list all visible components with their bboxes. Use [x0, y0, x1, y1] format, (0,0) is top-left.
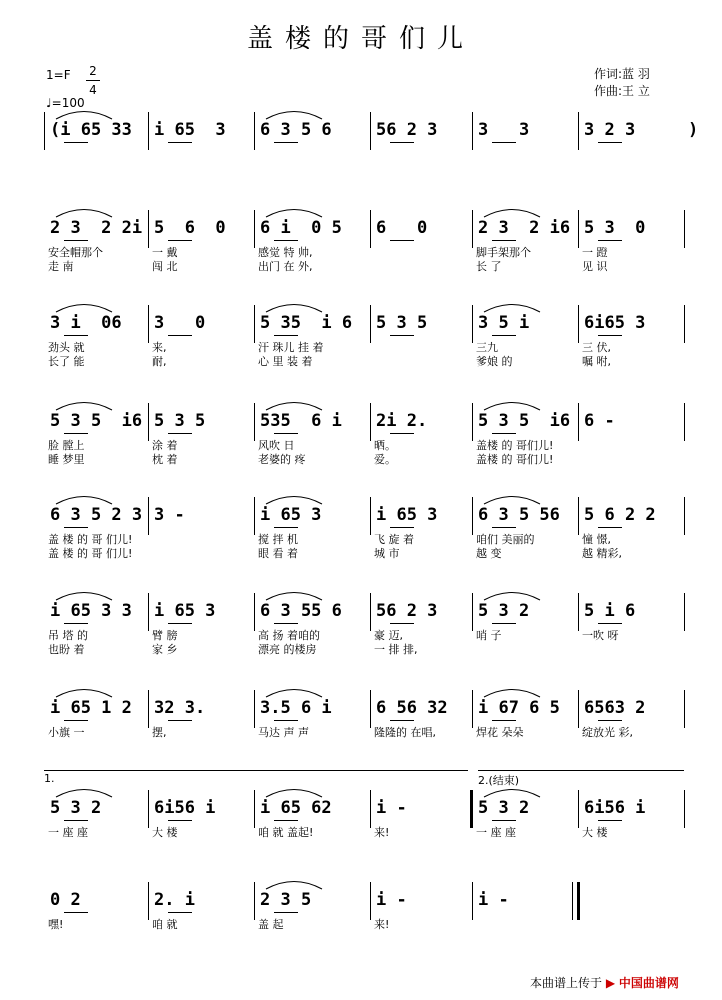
volta-1-label: 1. [44, 772, 55, 785]
slur-icon [54, 786, 114, 798]
measure-notes: 6 0 [376, 218, 428, 238]
measure-notes: 3.5 6 i [260, 698, 332, 718]
measure-notes: 5 i 6 [584, 601, 636, 621]
lyric-verse-1: 咱们 美丽的 [476, 533, 535, 546]
barline [254, 593, 255, 631]
measure-notes: i - [376, 798, 407, 818]
barline [148, 690, 149, 728]
barline [254, 305, 255, 343]
tempo-value: =100 [51, 96, 85, 110]
beam-line [64, 912, 88, 913]
beam-line [598, 623, 622, 624]
composer: 作曲:王 立 [594, 84, 650, 98]
beam-line [168, 335, 192, 336]
key-signature [46, 64, 97, 97]
barline [472, 210, 473, 248]
barline [578, 593, 579, 631]
slur-icon [54, 399, 114, 411]
barline [578, 305, 579, 343]
beam-line [598, 820, 622, 821]
beam-line [598, 527, 622, 528]
slur-icon [482, 493, 542, 505]
beam-line [168, 912, 192, 913]
measure-notes: 3 - [154, 505, 185, 525]
beam-line [274, 142, 298, 143]
time-bottom: 4 [86, 80, 100, 99]
measure-notes: 2i 2. [376, 411, 428, 431]
lyric-verse-2: 耐, [152, 355, 167, 368]
beam-line [492, 820, 516, 821]
measure-notes: i 65 62 [260, 798, 332, 818]
lyric-verse-1: 来, [152, 341, 167, 354]
barline [254, 882, 255, 920]
measure-notes: 6i56 i [154, 798, 216, 818]
measure-notes: 535 6 i [260, 411, 342, 431]
lyric-verse-2: 睡 梦里 [48, 453, 85, 466]
lyric-verse-1: 咱 就 [152, 918, 178, 931]
lyric-verse-1: 脸 膛上 [48, 439, 85, 452]
lyric-verse-1: 臂 膀 [152, 629, 178, 642]
slur-icon [482, 206, 542, 218]
lyric-verse-1: 三 伏, [582, 341, 611, 354]
barline [254, 690, 255, 728]
beam-line [492, 240, 516, 241]
barline [472, 305, 473, 343]
barline [254, 403, 255, 441]
measure-notes: i - [376, 890, 407, 910]
measure-notes: 5 3 5 i6 [50, 411, 143, 431]
slur-icon [264, 686, 324, 698]
beam-line [492, 335, 516, 336]
lyric-verse-2: 爱。 [374, 453, 396, 466]
lyric-verse-2: 爹娘 的 [476, 355, 513, 368]
lyric-verse-2: 漂亮 的楼房 [258, 643, 317, 656]
beam-line [64, 335, 88, 336]
slur-icon [264, 589, 324, 601]
beam-line [168, 142, 192, 143]
beam-line [168, 433, 192, 434]
repeat-barline [470, 790, 473, 828]
lyric-verse-1: 豪 迈, [374, 629, 403, 642]
beam-line [492, 623, 516, 624]
slur-icon [482, 399, 542, 411]
barline [684, 403, 685, 441]
lyric-verse-1: 哨 子 [476, 629, 502, 642]
measure-notes: (i 65 33 [50, 120, 132, 140]
beam-line [274, 433, 298, 434]
lyric-verse-1: 一 戴 [152, 246, 178, 259]
measure-notes: 5 3 5 [154, 411, 206, 431]
lyric-verse-2: 长了 能 [48, 355, 85, 368]
barline [370, 403, 371, 441]
measure-notes: 6 3 5 2 3 [50, 505, 143, 525]
beam-line [274, 912, 298, 913]
barline [254, 112, 255, 150]
measure-notes: 3 5 i [478, 313, 530, 333]
measure-notes: i 65 3 [376, 505, 438, 525]
barline [148, 210, 149, 248]
beam-line [168, 623, 192, 624]
barline [370, 210, 371, 248]
measure-notes: 5 3 2 [478, 601, 530, 621]
lyric-verse-2: 眼 看 着 [258, 547, 298, 560]
beam-line [168, 240, 192, 241]
song-title: 盖楼的哥们儿 [246, 24, 475, 54]
measure-notes: 56 2 3 [376, 601, 438, 621]
volta-2-bracket [478, 770, 684, 771]
footer-text: 本曲谱上传于 [530, 976, 603, 990]
measure-notes: i 65 3 [154, 120, 226, 140]
slur-icon [264, 108, 324, 120]
lyric-verse-2: 一 排 排, [374, 643, 418, 656]
lyric-verse-2: 长 了 [476, 260, 502, 273]
measure-notes: 5 6 2 2 [584, 505, 656, 525]
slur-icon [264, 206, 324, 218]
barline [370, 690, 371, 728]
measure-notes: 5 35 i 6 [260, 313, 353, 333]
barline [684, 790, 685, 828]
lyric-verse-2: 见 识 [582, 260, 608, 273]
lyric-verse-1: 大 楼 [152, 826, 178, 839]
barline [370, 305, 371, 343]
measure-notes: 3 2 3 [584, 120, 636, 140]
measure-notes: 0 2 [50, 890, 81, 910]
barline [578, 403, 579, 441]
measure-notes: 6563 2 [584, 698, 646, 718]
lyric-verse-1: 大 楼 [582, 826, 608, 839]
measure-notes: 6 - [584, 411, 615, 431]
time-top: 2 [89, 64, 97, 78]
lyric-verse-1: 摆, [152, 726, 167, 739]
barline [472, 690, 473, 728]
beam-line [64, 433, 88, 434]
measure-notes: 6 3 55 6 [260, 601, 342, 621]
barline [370, 790, 371, 828]
barline [370, 593, 371, 631]
barline [254, 210, 255, 248]
lyricist: 作词:蓝 羽 [594, 67, 650, 81]
measure-notes: i 67 6 5 [478, 698, 560, 718]
measure-notes: 3 3 [478, 120, 530, 140]
slur-icon [482, 301, 542, 313]
barline [370, 882, 371, 920]
slur-icon [264, 878, 324, 890]
barline [684, 593, 685, 631]
barline [472, 112, 473, 150]
barline [370, 112, 371, 150]
beam-line [492, 142, 516, 143]
beam-line [598, 720, 622, 721]
measure-notes: 6 3 5 6 [260, 120, 332, 140]
beam-line [64, 527, 88, 528]
lyric-verse-2: 枕 着 [152, 453, 178, 466]
measure-notes: 6i65 3 [584, 313, 646, 333]
lyric-verse-1: 感觉 特 帅, [258, 246, 313, 259]
slur-icon [54, 686, 114, 698]
beam-line [390, 623, 414, 624]
barline [472, 882, 473, 920]
barline [148, 305, 149, 343]
credits [594, 66, 650, 100]
lyric-verse-2: 也盼 着 [48, 643, 85, 656]
beam-line [598, 240, 622, 241]
lyric-verse-1: 憧 憬, [582, 533, 611, 546]
beam-line [64, 142, 88, 143]
measure-notes: 2. i [154, 890, 195, 910]
lyric-verse-1: 一 座 座 [48, 826, 88, 839]
beam-line [598, 335, 622, 336]
beam-line [64, 240, 88, 241]
footer-brand: 中国曲谱网 [618, 976, 679, 990]
slur-icon [264, 301, 324, 313]
lyric-verse-1: 焊花 朵朵 [476, 726, 524, 739]
beam-line [274, 623, 298, 624]
lyric-verse-1: 咱 就 盖起! [258, 826, 314, 839]
measure-notes: 2 3 5 [260, 890, 312, 910]
site-logo-icon: ▶ [605, 976, 616, 990]
slur-icon [264, 493, 324, 505]
measure-notes: ) [688, 120, 699, 140]
measure-notes: 5 6 0 [154, 218, 226, 238]
barline [148, 112, 149, 150]
barline [572, 882, 573, 920]
measure-notes: i 65 3 [154, 601, 216, 621]
barline [578, 790, 579, 828]
measure-notes: 5 3 5 [376, 313, 428, 333]
beam-line [274, 335, 298, 336]
beam-line [598, 142, 622, 143]
barline [684, 497, 685, 535]
lyric-verse-1: 马达 声 声 [258, 726, 309, 739]
beam-line [390, 433, 414, 434]
slur-icon [54, 108, 114, 120]
slur-icon [482, 589, 542, 601]
slur-icon [54, 301, 114, 313]
measure-notes: 56 2 3 [376, 120, 438, 140]
beam-line [492, 433, 516, 434]
slur-icon [54, 206, 114, 218]
measure-notes: 5 3 0 [584, 218, 646, 238]
measure-notes: i - [478, 890, 509, 910]
measure-notes: i 65 1 2 [50, 698, 132, 718]
barline [148, 593, 149, 631]
slur-icon [482, 686, 542, 698]
slur-icon [54, 493, 114, 505]
barline [370, 497, 371, 535]
lyric-verse-1: 来! [374, 826, 390, 839]
slur-icon [264, 399, 324, 411]
beam-line [492, 527, 516, 528]
lyric-verse-1: 涂 着 [152, 439, 178, 452]
lyric-verse-1: 来! [374, 918, 390, 931]
lyric-verse-2: 越 变 [476, 547, 502, 560]
final-barline [577, 882, 580, 920]
lyric-verse-2: 走 南 [48, 260, 74, 273]
lyric-verse-1: 一 蹬 [582, 246, 608, 259]
measure-notes: i 65 3 [260, 505, 322, 525]
barline [148, 497, 149, 535]
beam-line [492, 720, 516, 721]
lyric-verse-1: 劲头 就 [48, 341, 85, 354]
lyric-verse-1: 三九 [476, 341, 498, 354]
measure-notes: 6 3 5 56 [478, 505, 560, 525]
barline [148, 790, 149, 828]
beam-line [274, 820, 298, 821]
lyric-verse-2: 老婆的 疼 [258, 453, 306, 466]
barline [578, 497, 579, 535]
barline [148, 882, 149, 920]
lyric-verse-2: 心 里 装 着 [258, 355, 313, 368]
slur-icon [264, 786, 324, 798]
footer-credit [530, 974, 679, 991]
barline [578, 690, 579, 728]
measure-notes: 2 3 2 2i [50, 218, 143, 238]
barline [254, 497, 255, 535]
beam-line [274, 720, 298, 721]
beam-line [390, 240, 414, 241]
barline [472, 403, 473, 441]
lyric-verse-1: 晒。 [374, 439, 396, 452]
lyric-verse-1: 盖 起 [258, 918, 284, 931]
beam-line [274, 527, 298, 528]
lyric-verse-1: 一吹 呀 [582, 629, 619, 642]
lyric-verse-1: 绽放光 彩, [582, 726, 633, 739]
beam-line [390, 527, 414, 528]
lyric-verse-1: 一 座 座 [476, 826, 516, 839]
measure-notes: 6 i 0 5 [260, 218, 342, 238]
lyric-verse-1: 嘿! [48, 918, 64, 931]
barline [578, 210, 579, 248]
lyric-verse-1: 安全帽那个 [48, 246, 103, 259]
measure-notes: 6 56 32 [376, 698, 448, 718]
beam-line [64, 623, 88, 624]
lyric-verse-2: 越 精彩, [582, 547, 622, 560]
lyric-verse-2: 盖 楼 的 哥 们儿! [48, 547, 133, 560]
lyric-verse-1: 盖 楼 的 哥 们儿! [48, 533, 133, 546]
lyric-verse-2: 城 市 [374, 547, 400, 560]
beam-line [390, 142, 414, 143]
lyric-verse-1: 脚手架那个 [476, 246, 531, 259]
volta-1-bracket [44, 770, 468, 771]
barline [44, 112, 45, 150]
measure-notes: i 65 3 3 [50, 601, 132, 621]
lyric-verse-2: 家 乡 [152, 643, 178, 656]
barline [148, 403, 149, 441]
beam-line [390, 720, 414, 721]
quarter-note-icon: ♩ [46, 96, 52, 110]
measure-notes: 2 3 2 i6 [478, 218, 571, 238]
barline [684, 210, 685, 248]
measure-notes: 3 i 06 [50, 313, 122, 333]
lyric-verse-1: 风吹 日 [258, 439, 295, 452]
lyric-verse-1: 盖楼 的 哥们儿! [476, 439, 554, 452]
barline [472, 593, 473, 631]
lyric-verse-2: 嘱 咐, [582, 355, 611, 368]
lyric-verse-1: 汗 珠儿 挂 着 [258, 341, 324, 354]
lyric-verse-1: 搅 拌 机 [258, 533, 298, 546]
barline [684, 690, 685, 728]
measure-notes: 5 3 5 i6 [478, 411, 571, 431]
measure-notes: 32 3. [154, 698, 206, 718]
time-signature [86, 62, 100, 99]
lyric-verse-2: 闯 北 [152, 260, 178, 273]
measure-notes: 3 0 [154, 313, 206, 333]
beam-line [274, 240, 298, 241]
beam-line [64, 720, 88, 721]
measure-notes: 5 3 2 [50, 798, 102, 818]
beam-line [64, 820, 88, 821]
beam-line [168, 720, 192, 721]
lyric-verse-2: 盖楼 的 哥们儿! [476, 453, 554, 466]
measure-notes: 5 3 2 [478, 798, 530, 818]
barline [684, 305, 685, 343]
lyric-verse-2: 出门 在 外, [258, 260, 313, 273]
measure-notes: 6i56 i [584, 798, 646, 818]
lyric-verse-1: 吊 塔 的 [48, 629, 88, 642]
key-label: 1=F [46, 68, 71, 82]
barline [578, 112, 579, 150]
barline [472, 497, 473, 535]
lyric-verse-1: 小旗 一 [48, 726, 85, 739]
lyric-verse-1: 飞 旋 着 [374, 533, 414, 546]
slur-icon [54, 589, 114, 601]
beam-line [390, 335, 414, 336]
barline [254, 790, 255, 828]
beam-line [168, 820, 192, 821]
lyric-verse-1: 隆隆的 在唱, [374, 726, 436, 739]
volta-2-label: 2.(结束) [478, 774, 520, 787]
lyric-verse-1: 高 扬 着咱的 [258, 629, 320, 642]
